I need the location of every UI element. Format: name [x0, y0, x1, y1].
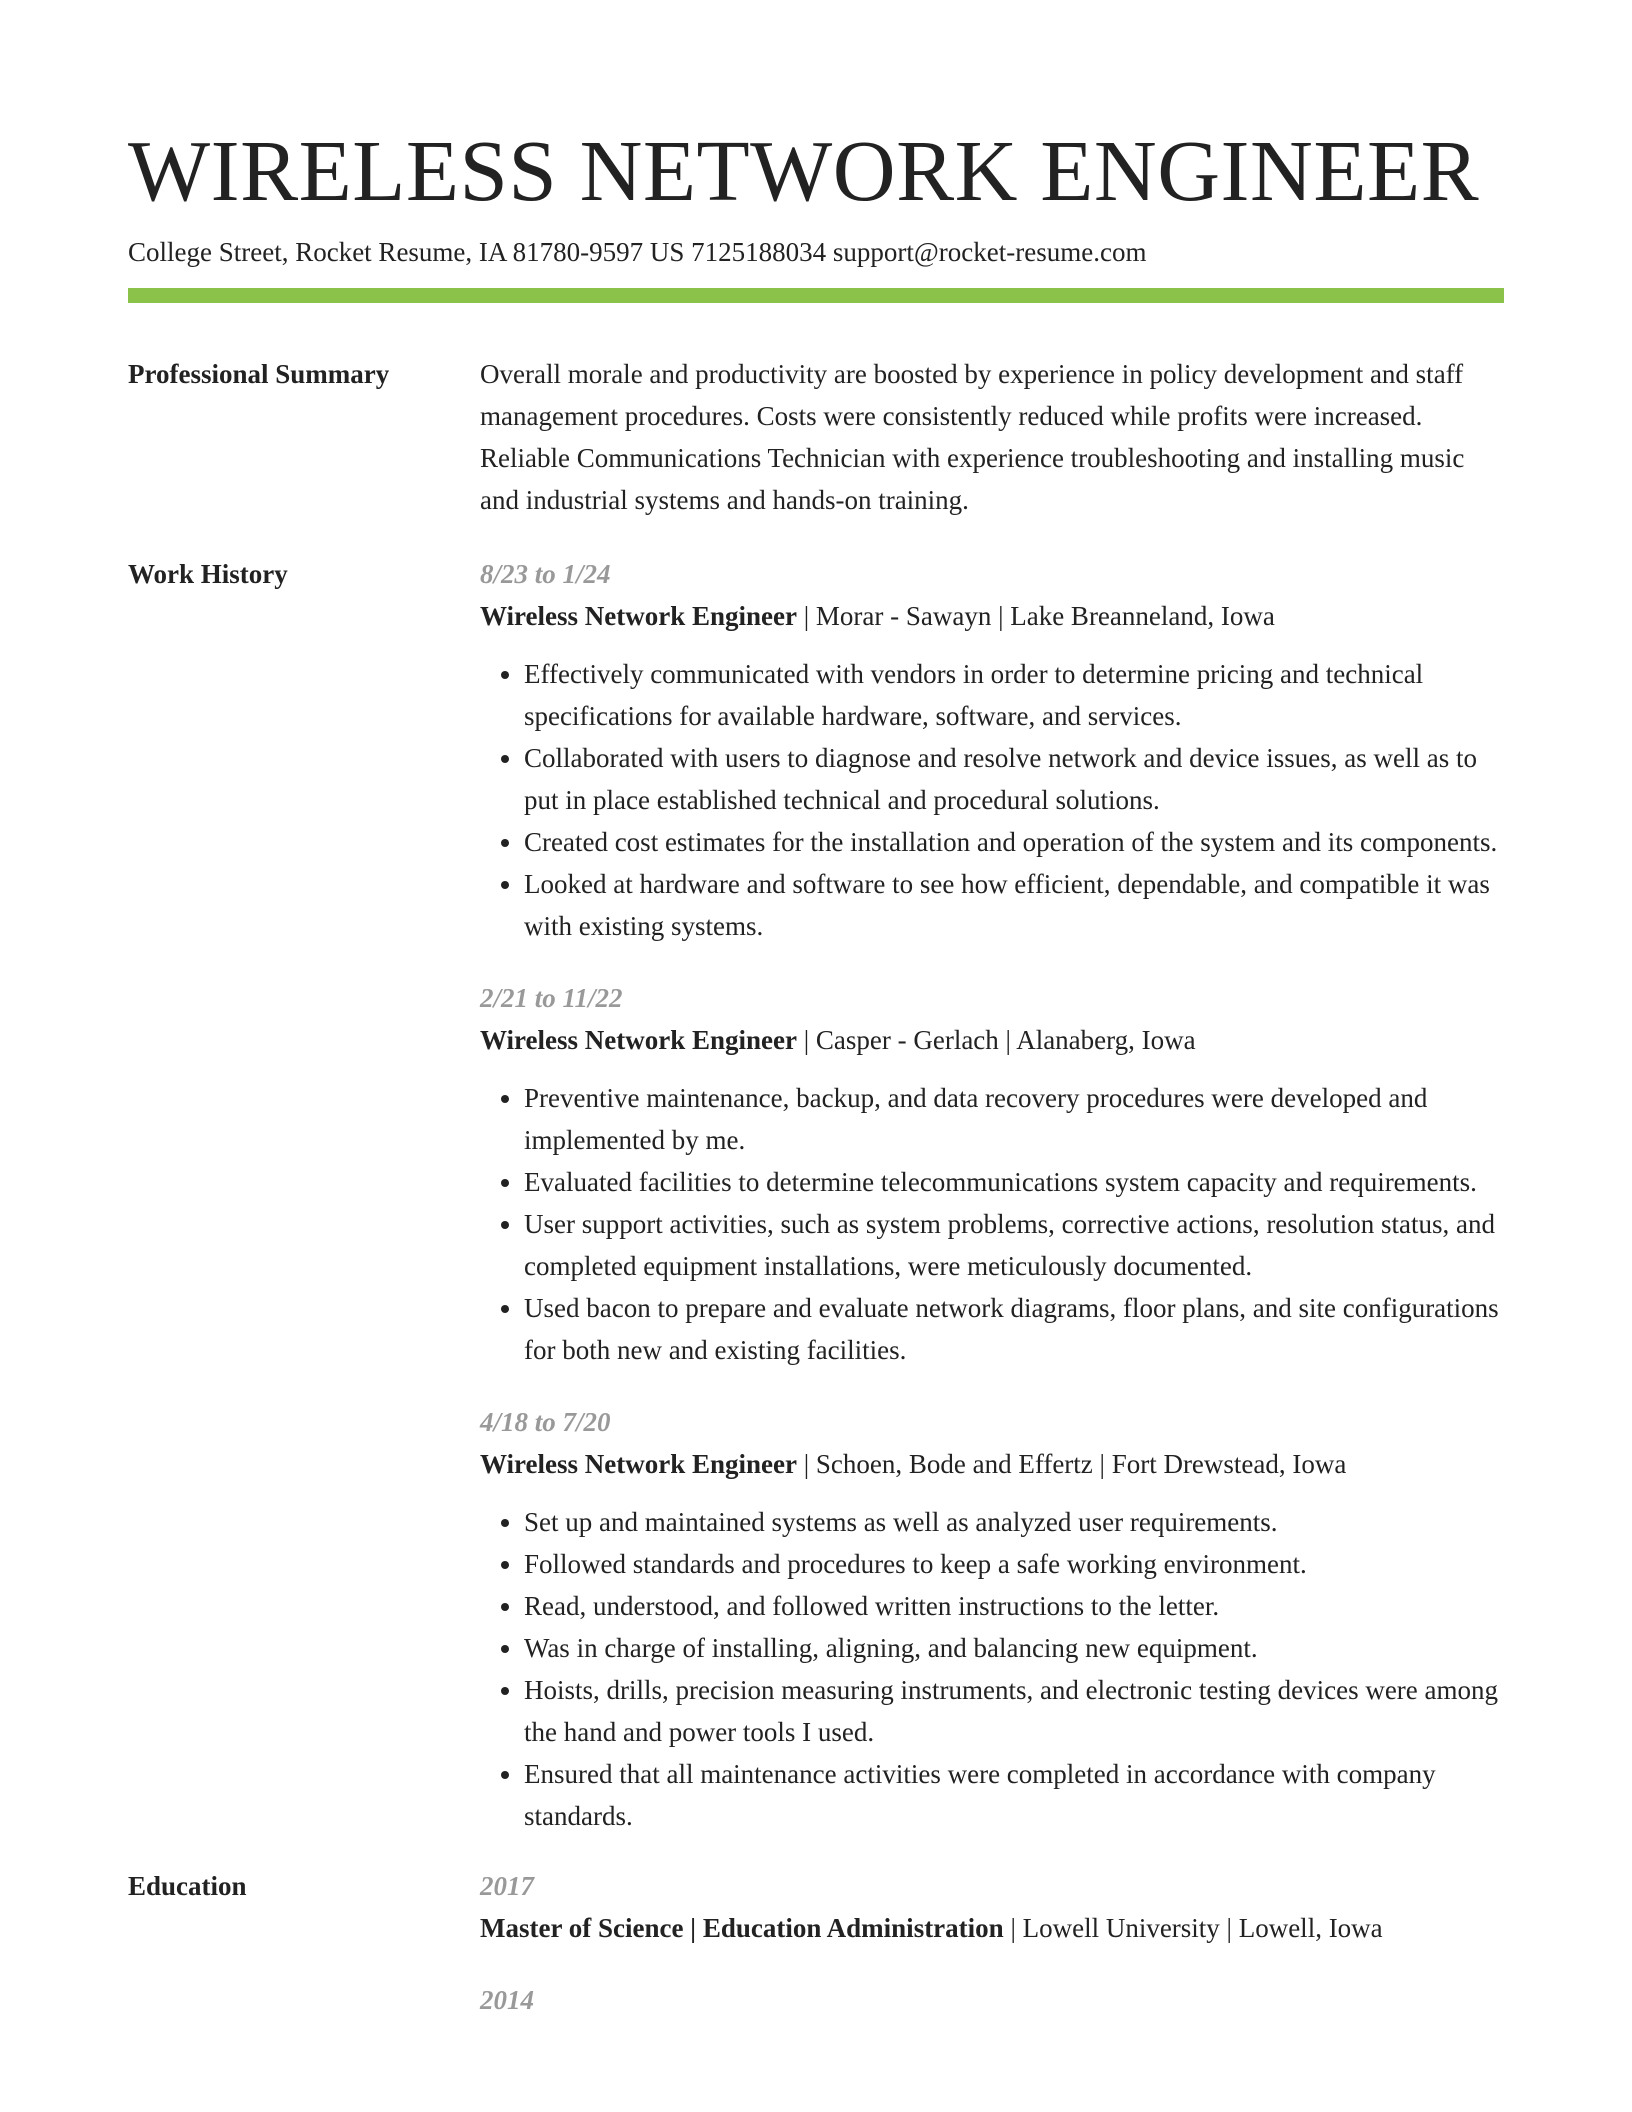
job-bullet: • Effectively communicated with vendors in order to determine pricing and technical specifications for available hardware, software, and services. — [524, 653, 1504, 737]
education-degree: Master of Science | Education Administration — [480, 1913, 1004, 1943]
job-role-line — [480, 595, 1504, 637]
education-year: 2014 — [480, 1985, 534, 2015]
job-bullet: • Looked at hardware and software to see how efficient, dependable, and compatible it was with existing systems. — [524, 863, 1504, 947]
job-dates: 2/21 to 11/22 — [480, 983, 623, 1013]
summary-heading: Professional Summary — [128, 359, 390, 389]
job-bullets — [480, 1501, 1504, 1837]
work-history-section — [128, 553, 1504, 1837]
job-bullets — [480, 653, 1504, 947]
education-entry — [480, 1865, 1504, 1949]
job-entry — [480, 977, 1504, 1371]
job-bullet: • Hoists, drills, precision measuring instruments, and electronic testing devices were among the hand and power tools I used. — [524, 1669, 1504, 1753]
job-title: Wireless Network Engineer — [480, 1449, 797, 1479]
contact-info: College Street, Rocket Resume, IA 81780-9597 US 7125188034 support@rocket-resume.com — [128, 237, 1147, 267]
job-bullet: • Ensured that all maintenance activities were completed in accordance with company standards. — [524, 1753, 1504, 1837]
job-role-line — [480, 1019, 1504, 1061]
education-heading: Education — [128, 1871, 247, 1901]
job-title: Wireless Network Engineer — [480, 1025, 797, 1055]
job-bullet: • Followed standards and procedures to keep a safe working environment. — [524, 1543, 1504, 1585]
summary-section — [128, 353, 1504, 521]
work-history-heading: Work History — [128, 559, 288, 589]
job-bullet: • Used bacon to prepare and evaluate network diagrams, floor plans, and site configurations for both new and existing facilities. — [524, 1287, 1504, 1371]
job-company-location: | Casper - Gerlach | Alanaberg, Iowa — [796, 1025, 1196, 1055]
job-bullet: • Read, understood, and followed written instructions to the letter. — [524, 1585, 1504, 1627]
job-title: Wireless Network Engineer — [480, 601, 797, 631]
job-company-location: | Morar - Sawayn | Lake Breanneland, Iowa — [796, 601, 1275, 631]
job-bullets — [480, 1077, 1504, 1371]
work-history-list — [480, 553, 1504, 1837]
job-bullet: • User support activities, such as system problems, corrective actions, resolution status, and completed equipment installations, were meticulously documented. — [524, 1203, 1504, 1287]
job-bullet: • Collaborated with users to diagnose and resolve network and device issues, as well as to put in place established technical and procedural solutions. — [524, 737, 1504, 821]
education-school-location: | Lowell University | Lowell, Iowa — [1003, 1913, 1383, 1943]
job-role-line — [480, 1443, 1504, 1485]
job-bullet: • Was in charge of installing, aligning, and balancing new equipment. — [524, 1627, 1504, 1669]
job-bullet: • Evaluated facilities to determine telecommunications system capacity and requirements. — [524, 1161, 1504, 1203]
education-list — [480, 1865, 1504, 2021]
job-entry — [480, 1401, 1504, 1837]
job-bullet: • Preventive maintenance, backup, and data recovery procedures were developed and implemented by me. — [524, 1077, 1504, 1161]
job-bullet: • Set up and maintained systems as well as analyzed user requirements. — [524, 1501, 1504, 1543]
resume-name: WIRELESS NETWORK ENGINEER — [128, 122, 1480, 219]
job-company-location: | Schoen, Bode and Effertz | Fort Drewstead, Iowa — [796, 1449, 1347, 1479]
education-degree-line — [480, 1907, 1504, 1949]
job-dates: 8/23 to 1/24 — [480, 559, 611, 589]
job-bullet: • Created cost estimates for the installation and operation of the system and its components. — [524, 821, 1504, 863]
education-section — [128, 1865, 1504, 2021]
job-entry — [480, 553, 1504, 947]
summary-text: Overall morale and productivity are boosted by experience in policy development and staff management procedures. Costs were consistently reduced while profits were increased. Reliable Communications Technician with experience troubleshooting and installing music and industrial systems and hands-on training. — [480, 359, 1465, 515]
education-year: 2017 — [480, 1871, 534, 1901]
accent-divider — [128, 288, 1504, 303]
job-dates: 4/18 to 7/20 — [480, 1407, 611, 1437]
education-entry — [480, 1979, 1504, 2021]
